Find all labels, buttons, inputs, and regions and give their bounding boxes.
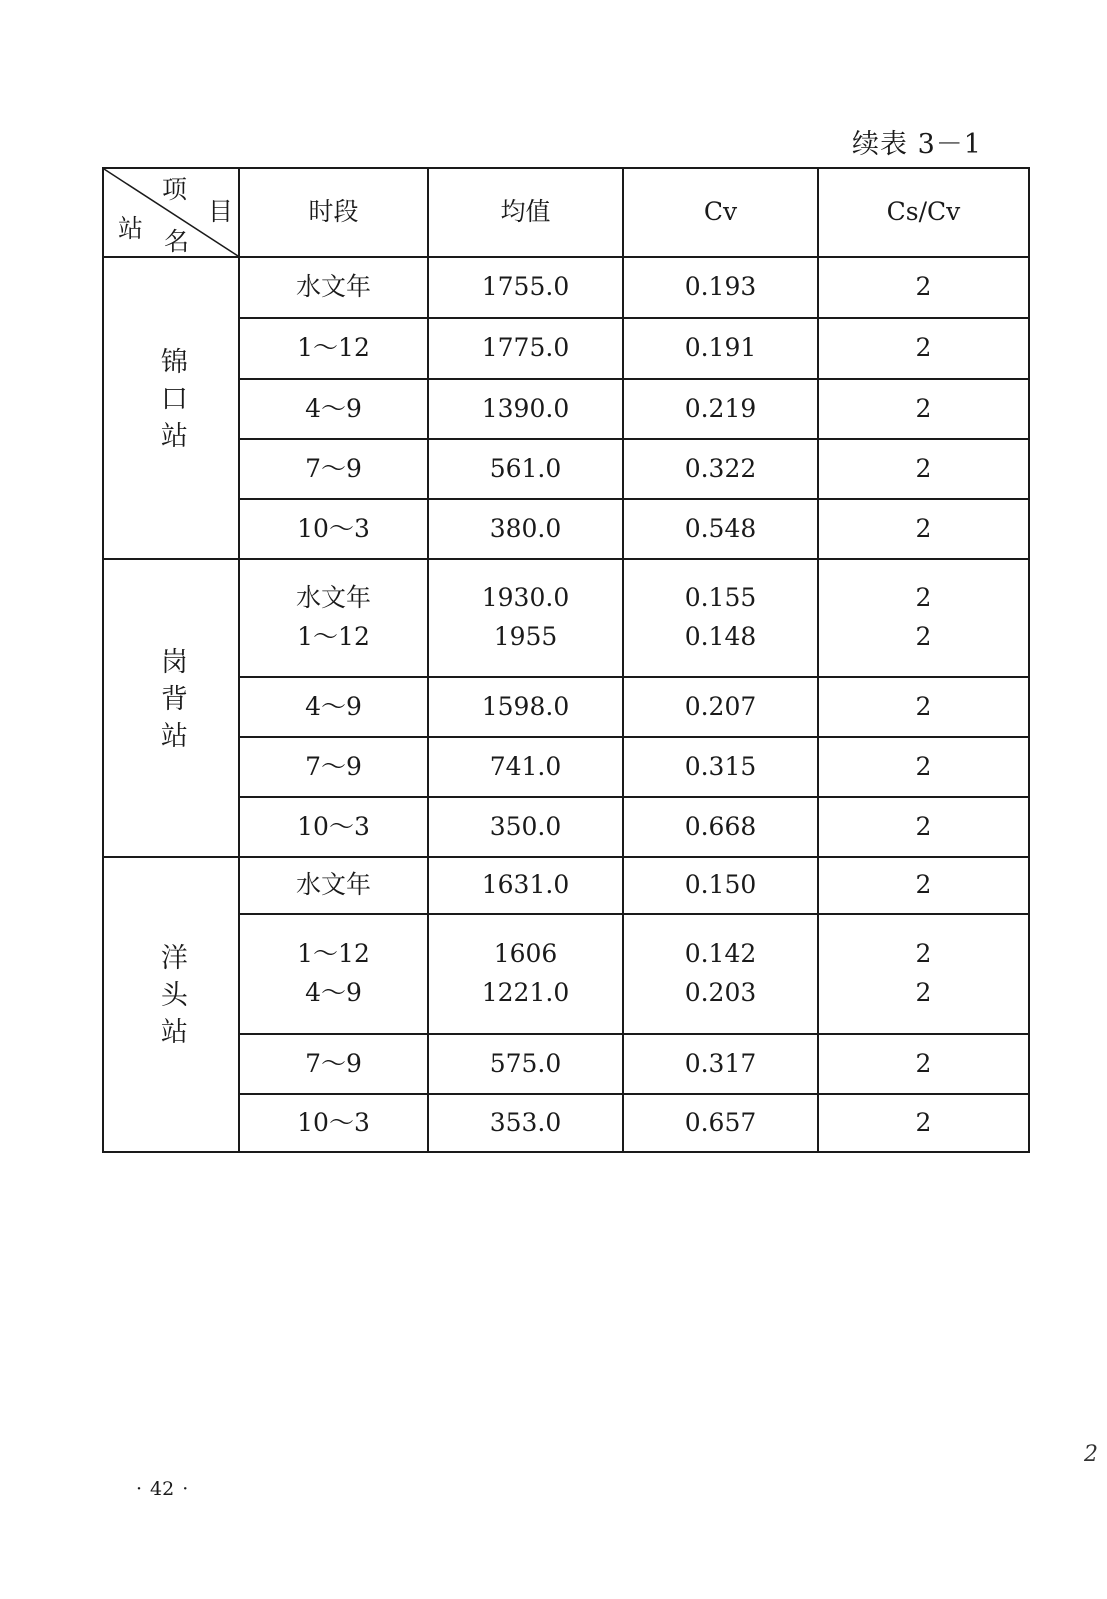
handwritten-margin-mark: 2 [1084,1442,1098,1467]
period-cell: 水文年 [239,857,428,914]
cscv-cell: 2 [818,857,1029,914]
table-row [103,797,1029,857]
mean-cell: 1631.0 [428,857,623,914]
cv-cell: 0.193 [623,257,818,318]
table-row [103,677,1029,737]
cscv-cell: 2 [818,499,1029,559]
corner-name-left: 站 [118,214,144,243]
cscv-line: 2 [915,939,932,969]
mean-cell: 350.0 [428,797,623,857]
mean-cell: 741.0 [428,737,623,797]
period-cell: 4～9 [239,677,428,737]
cscv-line: 2 [915,583,932,613]
mean-cell: 1755.0 [428,257,623,318]
period-cell: 10～3 [239,499,428,559]
station-name: 锦口站 [155,346,187,458]
mean-cell: 1775.0 [428,318,623,379]
corner-name-bottom: 名 [164,227,190,256]
table-row [103,257,1029,318]
corner-header-cell [103,168,239,257]
cv-cell [623,559,818,677]
mean-line: 1606 [493,939,558,969]
page-number-dot: · [136,1478,143,1500]
cv-cell: 0.219 [623,379,818,439]
period-cell [239,559,428,677]
cscv-line: 2 [915,622,932,651]
cv-line: 0.203 [684,978,757,1007]
statistics-table [102,167,1030,1153]
cv-cell: 0.322 [623,439,818,499]
table-row [103,499,1029,559]
cscv-cell: 2 [818,318,1029,379]
cv-line: 0.148 [684,622,757,651]
cv-cell: 0.657 [623,1094,818,1152]
table-row [103,1034,1029,1094]
cv-cell: 0.668 [623,797,818,857]
period-cell [239,914,428,1034]
cscv-cell: 2 [818,1094,1029,1152]
table-row [103,1094,1029,1152]
table-row [103,737,1029,797]
page-number-value: 42 [150,1478,175,1500]
period-cell: 7～9 [239,737,428,797]
period-cell: 7～9 [239,439,428,499]
table-row [103,914,1029,1034]
cscv-cell: 2 [818,379,1029,439]
cv-cell: 0.150 [623,857,818,914]
mean-cell: 575.0 [428,1034,623,1094]
table-row [103,439,1029,499]
period-line: 4～9 [305,978,362,1007]
mean-cell: 1390.0 [428,379,623,439]
mean-cell: 561.0 [428,439,623,499]
cv-line: 0.142 [684,939,757,969]
period-cell: 10～3 [239,1094,428,1152]
cv-cell: 0.317 [623,1034,818,1094]
col-header-period: 时段 [239,168,428,257]
col-header-cv: Cv [623,168,818,257]
page-number-dot: · [182,1478,189,1500]
cv-cell: 0.315 [623,737,818,797]
cv-cell: 0.548 [623,499,818,559]
cscv-cell: 2 [818,797,1029,857]
period-cell: 7～9 [239,1034,428,1094]
cv-line: 0.155 [684,583,757,613]
station-name: 洋头站 [155,943,187,1055]
mean-cell [428,559,623,677]
header-row [103,168,1029,257]
mean-cell: 353.0 [428,1094,623,1152]
station-cell [103,857,239,1152]
cscv-cell [818,914,1029,1034]
cv-cell: 0.207 [623,677,818,737]
station-cell [103,559,239,857]
mean-line: 1955 [493,622,558,651]
mean-line: 1221.0 [481,978,570,1007]
mean-cell: 380.0 [428,499,623,559]
table-row [103,559,1029,677]
mean-cell: 1598.0 [428,677,623,737]
station-name: 岗背站 [155,646,187,758]
cscv-cell: 2 [818,439,1029,499]
cscv-cell: 2 [818,1034,1029,1094]
col-header-mean: 均值 [428,168,623,257]
period-cell: 1～12 [239,318,428,379]
cv-cell: 0.191 [623,318,818,379]
period-line: 1～12 [297,939,370,969]
station-cell [103,257,239,559]
cscv-line: 2 [915,978,932,1007]
table-row [103,857,1029,914]
period-cell: 4～9 [239,379,428,439]
mean-cell [428,914,623,1034]
period-cell: 水文年 [239,257,428,318]
period-line: 水文年 [295,583,371,613]
corner-item-top: 项 [162,175,188,204]
cv-cell [623,914,818,1034]
cscv-cell: 2 [818,257,1029,318]
page-number [128,1478,196,1500]
table-row [103,379,1029,439]
period-line: 1～12 [297,622,370,651]
table-caption: 续表 3－1 [852,129,982,160]
mean-line: 1930.0 [481,583,570,613]
period-cell: 10～3 [239,797,428,857]
corner-item-right: 目 [208,197,234,226]
cscv-cell [818,559,1029,677]
col-header-cscv: Cs/Cv [818,168,1029,257]
cscv-cell: 2 [818,677,1029,737]
cscv-cell: 2 [818,737,1029,797]
table-row [103,318,1029,379]
